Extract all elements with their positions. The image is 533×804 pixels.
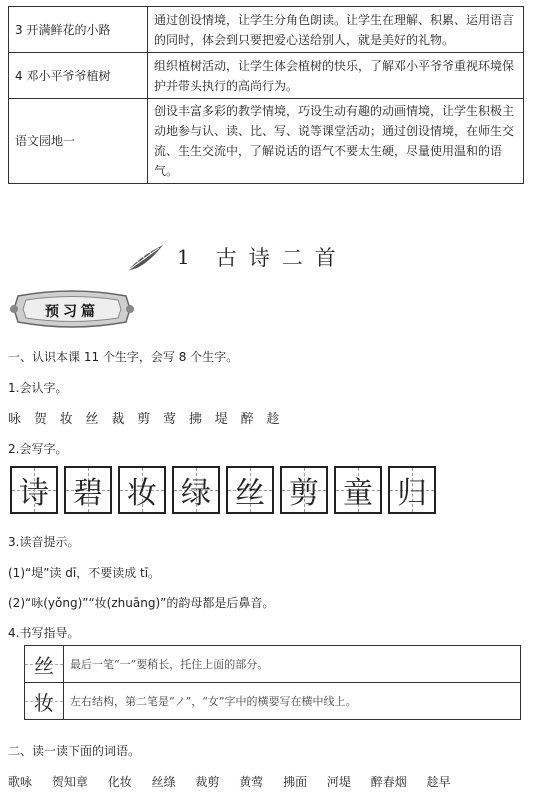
guide-char: 丝 xyxy=(25,646,64,683)
section2-heading: 二、读一读下面的词语。 xyxy=(8,744,141,758)
grid-cell: 诗 xyxy=(10,466,58,514)
word: 趁早 xyxy=(426,775,451,789)
lesson-heading xyxy=(125,240,348,274)
char: 趁 xyxy=(266,412,280,427)
writing-guide-table xyxy=(24,645,521,720)
preview-banner xyxy=(8,288,136,330)
lesson-desc-cell: 创设丰富多彩的教学情境，巧设生动有趣的动画情境，让学生积极主动地参与认、读、比、写、说等课堂活动；通过创设情境，在师生交流、生生交流中，了解说话的语气不要太生硬，尽量使用温和的语气。 xyxy=(148,99,524,184)
teaching-plan-table xyxy=(8,6,524,184)
word: 醉春烟 xyxy=(370,775,407,789)
char: 莺 xyxy=(163,412,177,427)
word: 贺知章 xyxy=(51,775,88,789)
grid-cell: 归 xyxy=(388,466,436,514)
word: 黄莺 xyxy=(239,775,264,789)
pronunciation-heading: 3.读音提示。 xyxy=(8,535,80,549)
lesson-desc-cell: 组织植树活动，让学生体会植树的快乐，了解邓小平爷爷重视环境保护并带头执行的高尚行为。 xyxy=(148,53,524,99)
char: 拂 xyxy=(188,412,202,427)
grid-cell: 绿 xyxy=(172,466,220,514)
char: 裁 xyxy=(111,412,125,427)
table-row xyxy=(25,683,521,720)
word: 化妆 xyxy=(107,775,132,789)
guide-heading: 4.书写指导。 xyxy=(8,626,80,640)
write-heading: 2.会写字。 xyxy=(8,442,68,456)
table-row xyxy=(9,99,524,184)
banner-label: 预习篇 xyxy=(45,304,99,320)
recognize-chars xyxy=(8,408,288,427)
pronunciation-note-2: (2)“咏(yǒng)”“妆(zhuāng)”的韵母都是后鼻音。 xyxy=(8,596,275,610)
grid-cell: 碧 xyxy=(64,466,112,514)
word: 拂面 xyxy=(283,775,308,789)
guide-char: 妆 xyxy=(25,683,64,720)
lesson-title: 古诗二首 xyxy=(215,246,348,270)
recognize-heading: 1.会认字。 xyxy=(8,381,68,395)
char: 堤 xyxy=(214,412,228,427)
lesson-title-cell: 4 邓小平爷爷植树 xyxy=(9,53,148,99)
table-row xyxy=(9,53,524,99)
section1-heading: 一、认识本课 11 个生字，会写 8 个生字。 xyxy=(8,350,239,364)
word: 歌咏 xyxy=(8,775,33,789)
guide-text: 最后一笔“一”要稍长，托住上面的部分。 xyxy=(64,646,521,683)
grid-cell: 剪 xyxy=(280,466,328,514)
pronunciation-note-1: (1)“堤”读 dī，不要读成 tī。 xyxy=(8,566,161,580)
table-row xyxy=(9,7,524,53)
char: 咏 xyxy=(8,412,22,427)
char: 丝 xyxy=(85,412,99,427)
word: 裁剪 xyxy=(195,775,220,789)
grid-cell: 妆 xyxy=(118,466,166,514)
lesson-number: 1 xyxy=(177,245,190,269)
word: 河堤 xyxy=(326,775,351,789)
lesson-desc-cell: 通过创设情境，让学生分角色朗读。让学生在理解、积累、运用语言的同时，体会到只要把爱心送给别人，就是美好的礼物。 xyxy=(148,7,524,53)
word: 丝绦 xyxy=(151,775,176,789)
guide-text: 左右结构，第二笔是“ノ”，“女”字中的横要写在横中线上。 xyxy=(64,683,521,720)
lesson-title-cell: 3 开满鲜花的小路 xyxy=(9,7,148,53)
char: 剪 xyxy=(137,412,151,427)
table-row xyxy=(25,646,521,683)
word-list xyxy=(8,773,467,790)
feather-icon xyxy=(125,241,165,273)
char: 醉 xyxy=(240,412,254,427)
char: 贺 xyxy=(33,412,47,427)
grid-cell: 童 xyxy=(334,466,382,514)
grid-cell: 丝 xyxy=(226,466,274,514)
writing-grid xyxy=(10,466,442,514)
lesson-title-cell: 语文园地一 xyxy=(9,99,148,184)
char: 妆 xyxy=(59,412,73,427)
